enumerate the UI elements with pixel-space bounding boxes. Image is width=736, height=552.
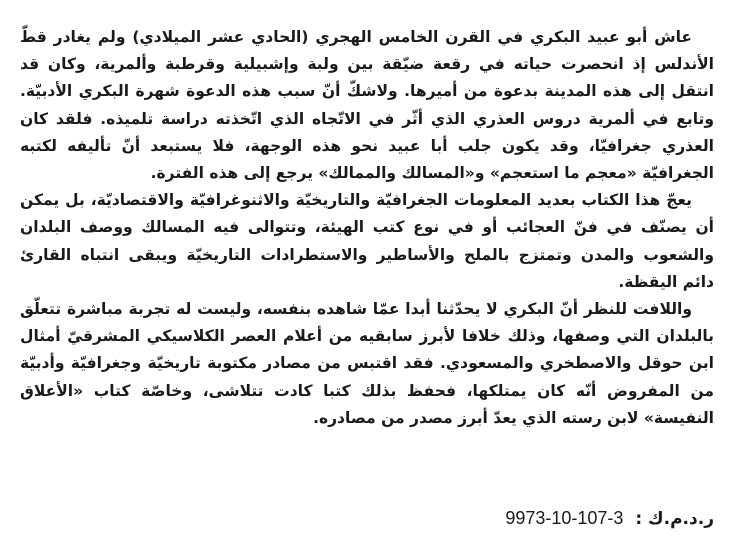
description-text — [20, 24, 714, 432]
paragraph-1: عاش أبو عبيد البكري في القرن الخامس الهجري (الحادي عشر الميلادي) ولم يغادر قطّ الأندلس إذ انحصرت حياته في رقعة ضيّقة بين ولبة وإشبيلية وقرطبة وألمرية، وكان قد انتقل إلى هذه المدينة بدعوة من أميرها. ولاشكّ أنّ سبب هذه الدعوة شهرة البكري الأدبيّة. وتابع في ألمرية دروس العذري الذي أثّر في الاتّجاه الذي اتّخذته دراسة تلميذه. فلقد كان العذري جغرافيّا، وقد يكون جلب أبا عبيد نحو هذه الوجهة، فلا يستبعد أنّ تأليفه لكتبه الجغرافيّة «معجم ما استعجم» و«المسالك والممالك» يرجع إلى هذه الفترة. — [20, 28, 714, 183]
paragraph-2: يعجّ هذا الكتاب بعديد المعلومات الجغرافيّة والتاريخيّة والاثنوغرافيّة والاقتصاديّة، بل يمكن أن يصنّف في فنّ العجائب أو في نوع كتب الهيئة، وتتوالى فيه المسالك ووصف البلدان والشعوب والمدن وتمتزج بالملح والأساطير والاستطرادات التاريخيّة ويبقى انتباه القارئ دائم اليقظة. — [20, 191, 714, 291]
paragraph-3: واللافت للنظر أنّ البكري لا يحدّثنا أبدا عمّا شاهده بنفسه، وليست له تجربة مباشرة تتعلّق بالبلدان التي وصفها، وذلك خلافا لأبرز سابقيه من أعلام العصر الكلاسيكي المشرقيّ أمثال ابن حوقل والاصطخري والمسعودي. فقد اقتبس من مصادر مكتوبة تاريخيّة وجغرافيّة وأدبيّة من المفروض أنّه كان يمتلكها، فحفظ بذلك كتبا كادت تتلاشى، وخاصّة كتاب «الأعلاق النفيسة» لابن رسته الذي يعدّ أبرز مصدر من مصادره. — [20, 300, 714, 427]
isbn-line — [505, 508, 714, 529]
isbn-label: ر.د.م.ك : — [635, 509, 714, 529]
isbn-number: 9973-10-107-3 — [505, 508, 624, 528]
